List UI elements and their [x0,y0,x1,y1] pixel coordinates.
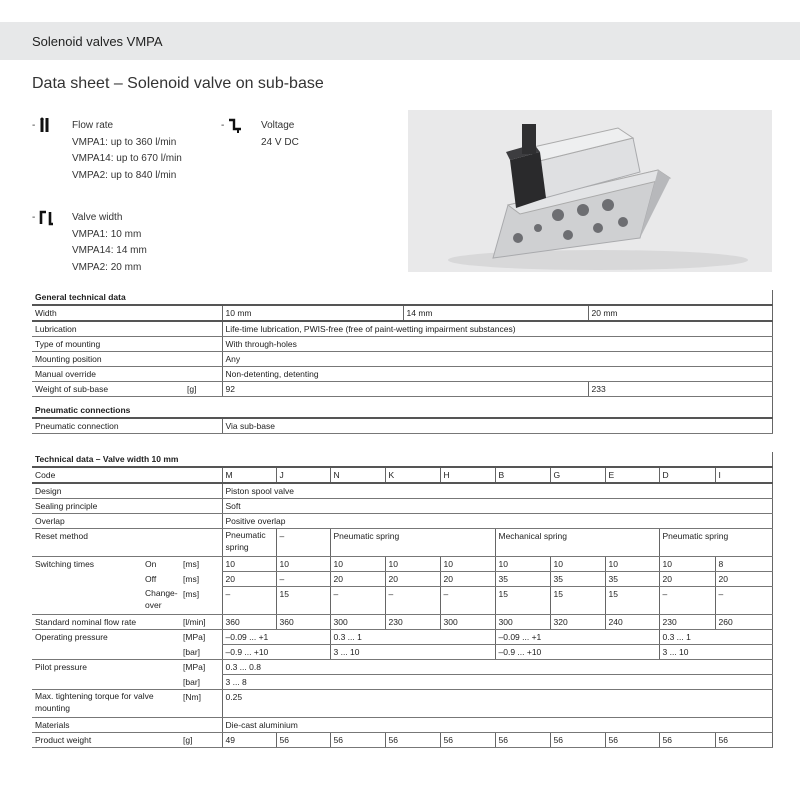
pilot-bar-value: 3 ... 8 [222,675,772,690]
op-mpa-unit: [MPa] [183,632,206,642]
width-14: 14 mm [403,305,588,321]
feature-voltage: - Voltage 24 V DC [221,118,341,158]
product-weight-cell: 56 [330,733,385,748]
switch-changeover-cell: 15 [276,587,330,615]
subbase-weight-b: 233 [588,382,772,397]
mounting-type-value: With through-holes [222,337,772,352]
product-weight-cell: 56 [276,733,330,748]
changeover-unit: [ms] [180,587,222,615]
flow-rate-cell: 230 [385,615,440,630]
torque-unit: [Nm] [180,690,222,718]
switch-off-cell: 35 [605,572,659,587]
switch-on-cell: 10 [330,557,385,572]
flow-rate-cell: 300 [440,615,495,630]
voltage-label: Voltage [261,120,295,131]
design-label: Design [32,483,222,499]
flow-rate-icon [38,116,52,134]
pilot-mpa-value: 0.3 ... 0.8 [222,660,772,675]
code-cell: M [222,467,276,483]
valve-width-label: Valve width [72,212,123,223]
op-mpa-mj: –0.09 ... +1 [222,630,330,645]
switch-on-cell: 10 [222,557,276,572]
product-weight-cell: 49 [222,733,276,748]
voltage-icon [227,116,243,134]
flow-rate-label: Standard nominal flow rate [32,615,180,630]
reset-j: – [276,529,330,557]
subbase-weight-a: 92 [222,382,588,397]
code-cell: G [550,467,605,483]
on-label: On [145,559,157,569]
operating-pressure-label: Operating pressure [35,632,108,642]
switch-on-cell: 10 [605,557,659,572]
overlap-label: Overlap [32,514,222,529]
flow-rate-cell: 240 [605,615,659,630]
code-cell: K [385,467,440,483]
product-weight-cell: 56 [659,733,715,748]
op-bar-bge: –0.9 ... +10 [495,645,659,660]
switch-off-cell: 20 [385,572,440,587]
code-cell: H [440,467,495,483]
op-mpa-nkh: 0.3 ... 1 [330,630,495,645]
mounting-type-label: Type of mounting [32,337,222,352]
switch-off-cell: 20 [222,572,276,587]
manual-override-label: Manual override [32,367,222,382]
mounting-position-label: Mounting position [32,352,222,367]
subbase-weight-label: Weight of sub-base [32,382,184,397]
switch-changeover-cell: – [385,587,440,615]
product-weight-cell: 56 [495,733,550,748]
product-photo [408,110,772,272]
switch-changeover-cell: 15 [605,587,659,615]
valve-width-line: VMPA2: 20 mm [72,261,142,273]
subbase-weight-unit: [g] [184,382,222,397]
switch-on-cell: 10 [440,557,495,572]
lubrication-label: Lubrication [32,321,222,337]
flow-rate-cell: 230 [659,615,715,630]
overlap-value: Positive overlap [222,514,772,529]
op-mpa-bge: –0.09 ... +1 [495,630,659,645]
code-cell: J [276,467,330,483]
switch-off-cell: 35 [550,572,605,587]
flow-rate-cell: 300 [330,615,385,630]
width-10: 10 mm [222,305,403,321]
flow-rate-cell: 360 [222,615,276,630]
pilot-bar-unit: [bar] [180,675,222,690]
width-label: Width [32,305,184,321]
switch-off-cell: 20 [715,572,772,587]
product-weight-cell: 56 [605,733,659,748]
sealing-value: Soft [222,499,772,514]
switch-changeover-cell: – [715,587,772,615]
reset-m: Pneumatic spring [222,529,276,557]
valve-width-line: VMPA1: 10 mm [72,228,142,240]
switching-times-label: Switching times [35,559,95,569]
flow-rate-line: VMPA14: up to 670 l/min [72,153,182,164]
switch-changeover-cell: – [330,587,385,615]
switch-changeover-cell: 15 [495,587,550,615]
op-bar-nkh: 3 ... 10 [330,645,495,660]
flow-rate-unit: [l/min] [180,615,222,630]
pneumatic-connection-value: Via sub-base [222,418,772,434]
page-header [0,22,800,60]
pneumatic-section-title: Pneumatic connections [32,403,772,418]
op-bar-di: 3 ... 10 [659,645,772,660]
pneumatic-connection-label: Pneumatic connection [32,418,222,434]
flow-rate-cell: 320 [550,615,605,630]
product-weight-label: Product weight [32,733,180,748]
flow-rate-cell: 260 [715,615,772,630]
valve-width-line: VMPA14: 14 mm [72,245,147,256]
switch-on-cell: 10 [385,557,440,572]
switch-changeover-cell: – [659,587,715,615]
switch-off-cell: – [276,572,330,587]
tech-section-title: Technical data – Valve width 10 mm [32,452,772,467]
torque-value: 0.25 [222,690,772,718]
product-weight-cell: 56 [550,733,605,748]
flow-rate-line: VMPA1: up to 360 l/min [72,136,177,148]
switch-off-cell: 20 [330,572,385,587]
feature-flow-rate: - Flow rate VMPA1: up to 360 l/min VMPA14: up to 670 l/min VMPA2: up to 840 l/min [32,118,212,188]
manual-override-value: Non-detenting, detenting [222,367,772,382]
voltage-value: 24 V DC [261,136,299,148]
code-cell: I [715,467,772,483]
general-section-title: General technical data [32,290,772,305]
mounting-position-value: Any [222,352,772,367]
pilot-mpa-unit: [MPa] [183,662,206,672]
code-cell: N [330,467,385,483]
code-label: Code [32,467,222,483]
op-bar-mj: –0.9 ... +10 [222,645,330,660]
lubrication-value: Life-time lubrication, PWIS-free (free of paint-wetting impairment substances) [222,321,772,337]
torque-label: Max. tightening torque for valve mounting [32,690,180,718]
general-technical-data-table [32,290,773,434]
reset-di: Pneumatic spring [659,529,772,557]
sheet-title: Data sheet – Solenoid valve on sub-base [32,75,324,92]
sealing-label: Sealing principle [32,499,222,514]
flow-rate-cell: 300 [495,615,550,630]
off-label: Off [145,573,157,584]
header-title: Solenoid valves VMPA [32,34,163,49]
feature-valve-width: - Valve width VMPA1: 10 mm VMPA14: 14 mm VMPA2: 20 mm [32,210,212,280]
switch-on-cell: 10 [276,557,330,572]
switch-off-cell: 35 [495,572,550,587]
product-weight-cell: 56 [385,733,440,748]
switch-changeover-cell: – [222,587,276,615]
switch-changeover-cell: 15 [550,587,605,615]
switch-on-cell: 10 [550,557,605,572]
product-weight-unit: [g] [180,733,222,748]
code-cell: B [495,467,550,483]
flow-rate-line: VMPA2: up to 840 l/min [72,169,177,181]
switch-on-cell: 10 [659,557,715,572]
on-unit: [ms] [183,559,200,569]
reset-bge: Mechanical spring [495,529,659,557]
materials-label: Materials [32,718,222,733]
reset-nkh: Pneumatic spring [330,529,495,557]
technical-data-table [32,452,773,748]
flow-rate-cell: 360 [276,615,330,630]
code-cell: D [659,467,715,483]
flow-rate-label: Flow rate [72,120,114,131]
design-value: Piston spool valve [222,483,772,499]
pilot-pressure-label: Pilot pressure [35,662,87,672]
switch-off-cell: 20 [440,572,495,587]
op-mpa-di: 0.3 ... 1 [659,630,772,645]
width-20: 20 mm [588,305,772,321]
materials-value: Die-cast aluminium [222,718,772,733]
switch-on-cell: 8 [715,557,772,572]
switch-changeover-cell: – [440,587,495,615]
product-weight-cell: 56 [440,733,495,748]
op-bar-unit: [bar] [180,645,222,660]
changeover-label: Change-over [142,587,180,615]
valve-width-icon [38,208,56,226]
reset-method-label: Reset method [32,529,222,557]
code-cell: E [605,467,659,483]
switch-off-cell: 20 [659,572,715,587]
product-weight-cell: 56 [715,733,772,748]
switch-on-cell: 10 [495,557,550,572]
off-unit: [ms] [183,573,200,584]
